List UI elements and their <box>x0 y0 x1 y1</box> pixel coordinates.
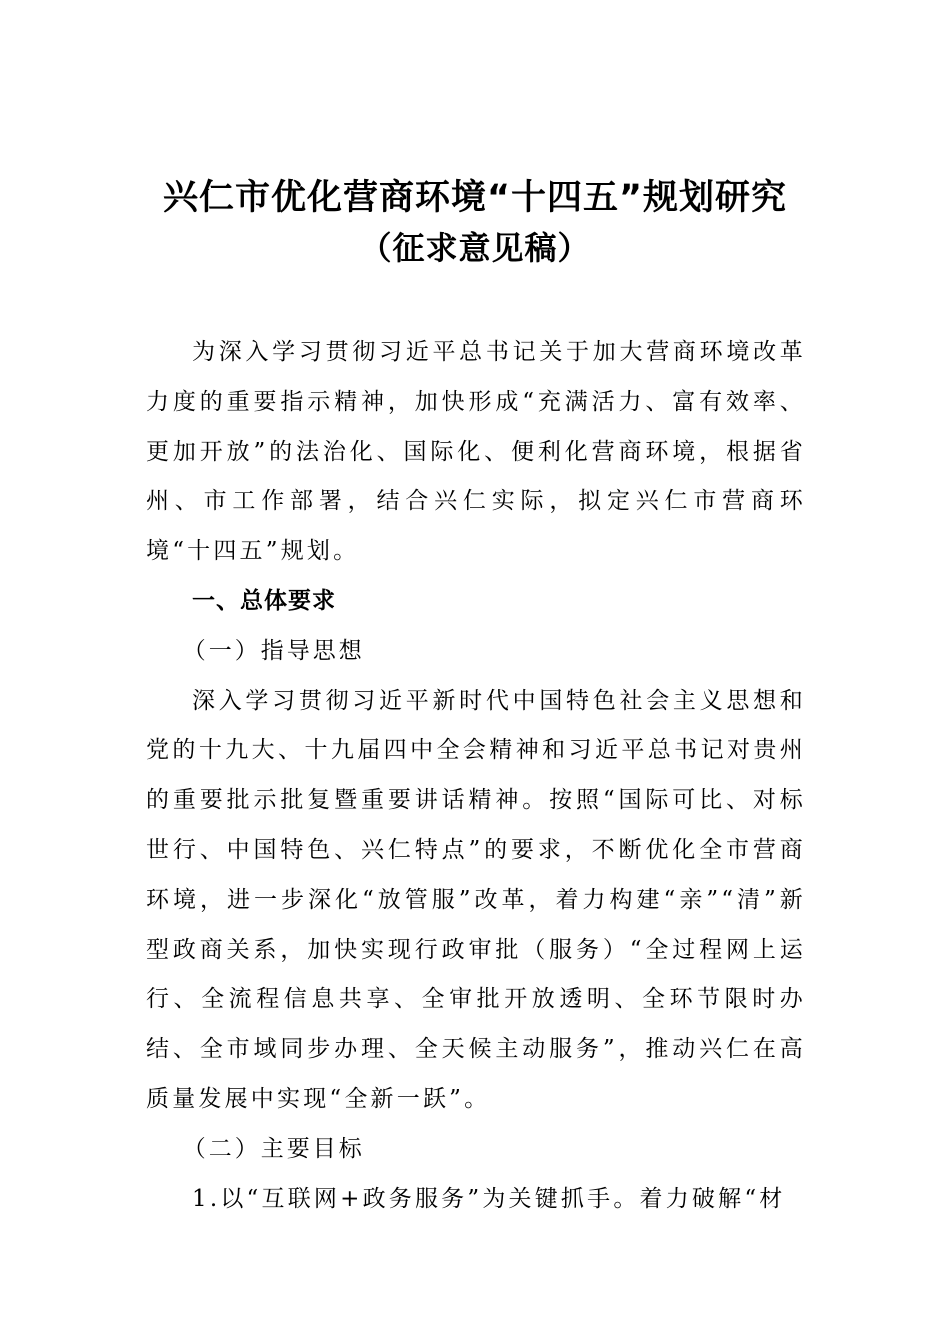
subsection-heading-main-goals: （二）主要目标 <box>182 1135 365 1162</box>
document-body <box>146 328 806 1224</box>
document-subtitle: （征求意见稿） <box>359 229 591 267</box>
section-heading-overall-requirements: 一、总体要求 <box>192 587 336 614</box>
subsection-heading-guiding-ideology: （一）指导思想 <box>182 637 365 664</box>
goal-item-1: 1.以“互联网+政务服务”为关键抓手。着力破解“材 <box>192 1185 786 1212</box>
document-title: 兴仁市优化营商环境“十四五”规划研究 <box>162 178 787 218</box>
guiding-ideology-paragraph: 深入学习贯彻习近平新时代中国特色社会主义思想和党的十九大、十九届四中全会精神和习近平总书记对贵州的重要批示批复暨重要讲话精神。按照“国际可比、对标世行、中国特色、兴仁特点”的要求，不断优化全市营商环境，进一步深化“放管服”改革，着力构建“亲”“清”新型政商关系，加快实现行政审批（服务）“全过程网上运行、全流程信息共享、全审批开放透明、全环节限时办结、全市域同步办理、全天候主动服务”，推动兴仁在高质量发展中实现“全新一跃”。 <box>146 687 806 1112</box>
intro-paragraph: 为深入学习贯彻习近平总书记关于加大营商环境改革力度的重要指示精神，加快形成“充满活力、富有效率、更加开放”的法治化、国际化、便利化营商环境，根据省州、市工作部署，结合兴仁实际，拟定兴仁市营商环境“十四五”规划。 <box>146 339 806 565</box>
